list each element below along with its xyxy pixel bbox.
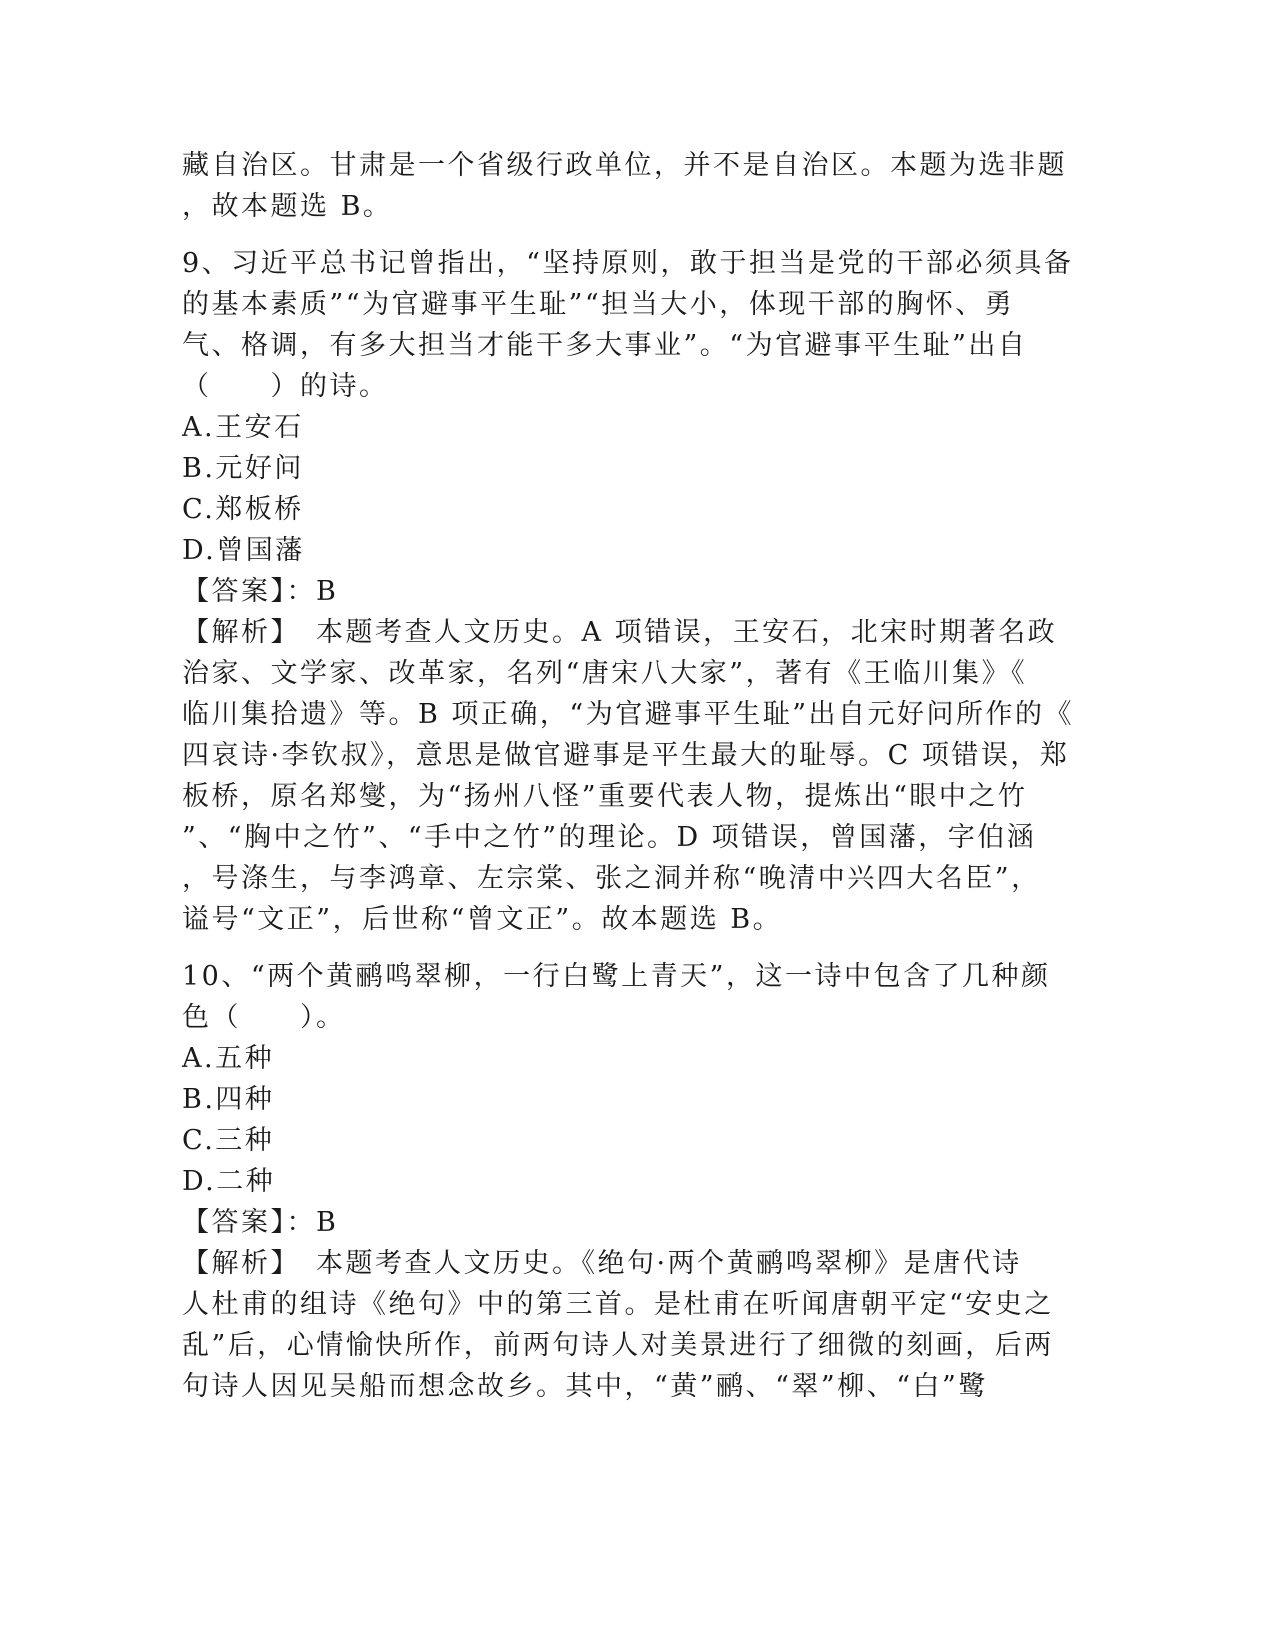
question-9 <box>182 243 1082 940</box>
option-a: A.王安石 <box>182 412 304 443</box>
previous-explanation-tail <box>182 145 1082 227</box>
answer-line: 【答案】：B <box>182 576 339 607</box>
explanation-line: 板桥，原名郑燮，为“扬州八怪”重要代表人物，提炼出“眼中之竹 <box>182 781 1028 812</box>
option-b: B.元好问 <box>182 453 304 484</box>
paragraph-gap <box>182 227 1082 243</box>
question-10 <box>182 956 1082 1407</box>
option-b: B.四种 <box>182 1084 275 1115</box>
explanation-line: 句诗人因见吴船而想念故乡。其中，“黄”鹂、“翠”柳、“白”鹭 <box>182 1371 988 1402</box>
answer-line: 【答案】：B <box>182 1207 339 1238</box>
question-stem-line: 色（ ）。 <box>182 1002 346 1033</box>
text-line: 藏自治区。甘肃是一个省级行政单位，并不是自治区。本题为选非题 <box>182 150 1067 181</box>
question-stem-line: （ ）的诗。 <box>182 371 389 402</box>
paragraph-gap <box>182 940 1082 956</box>
explanation-line: 谥号“文正”，后世称“曾文正”。故本题选 B。 <box>182 904 783 935</box>
explanation-line: 四哀诗·李钦叔》，意思是做官避事是平生最大的耻辱。C 项错误，郑 <box>182 740 1070 771</box>
explanation-line: 【解析】 本题考查人文历史。A 项错误，王安石，北宋时期著名政 <box>182 617 1058 648</box>
explanation-line: ，号涤生，与李鸿章、左宗棠、张之洞并称“晚清中兴四大名臣”， <box>182 863 1041 894</box>
explanation-line: 临川集拾遗》等。B 项正确，“为官避事平生耻”出自元好问所作的《 <box>182 699 1075 730</box>
option-d: D.二种 <box>182 1166 276 1197</box>
question-stem-line: 的基本素质”“为官避事平生耻”“担当大小，体现干部的胸怀、勇 <box>182 289 1015 320</box>
option-d: D.曾国藩 <box>182 535 305 566</box>
option-a: A.五种 <box>182 1043 275 1074</box>
option-c: C.郑板桥 <box>182 494 304 525</box>
explanation-line: 乱”后，心情愉快所作，前两句诗人对美景进行了细微的刻画，后两 <box>182 1330 1054 1361</box>
question-stem-line: 气、格调，有多大担当才能干多大事业”。“为官避事平生耻”出自 <box>182 330 1028 361</box>
explanation-line: 治家、文学家、改革家，名列“唐宋八大家”，著有《王临川集》《 <box>182 658 1028 689</box>
option-c: C.三种 <box>182 1125 275 1156</box>
text-line: ，故本题选 B。 <box>182 191 393 222</box>
question-stem-line: 10、“两个黄鹂鸣翠柳，一行白鹭上青天”，这一诗中包含了几种颜 <box>182 961 1051 992</box>
explanation-line: 【解析】 本题考查人文历史。《绝句·两个黄鹂鸣翠柳》是唐代诗 <box>182 1248 1022 1279</box>
document-page <box>182 145 1082 1407</box>
explanation-line: ”、“胸中之竹”、“手中之竹”的理论。D 项错误，曾国藩，字伯涵 <box>182 822 1037 853</box>
question-stem-line: 9、习近平总书记曾指出，“坚持原则，敢于担当是党的干部必须具备 <box>182 248 1074 279</box>
explanation-line: 人杜甫的组诗《绝句》中的第三首。是杜甫在听闻唐朝平定“安史之 <box>182 1289 1054 1320</box>
